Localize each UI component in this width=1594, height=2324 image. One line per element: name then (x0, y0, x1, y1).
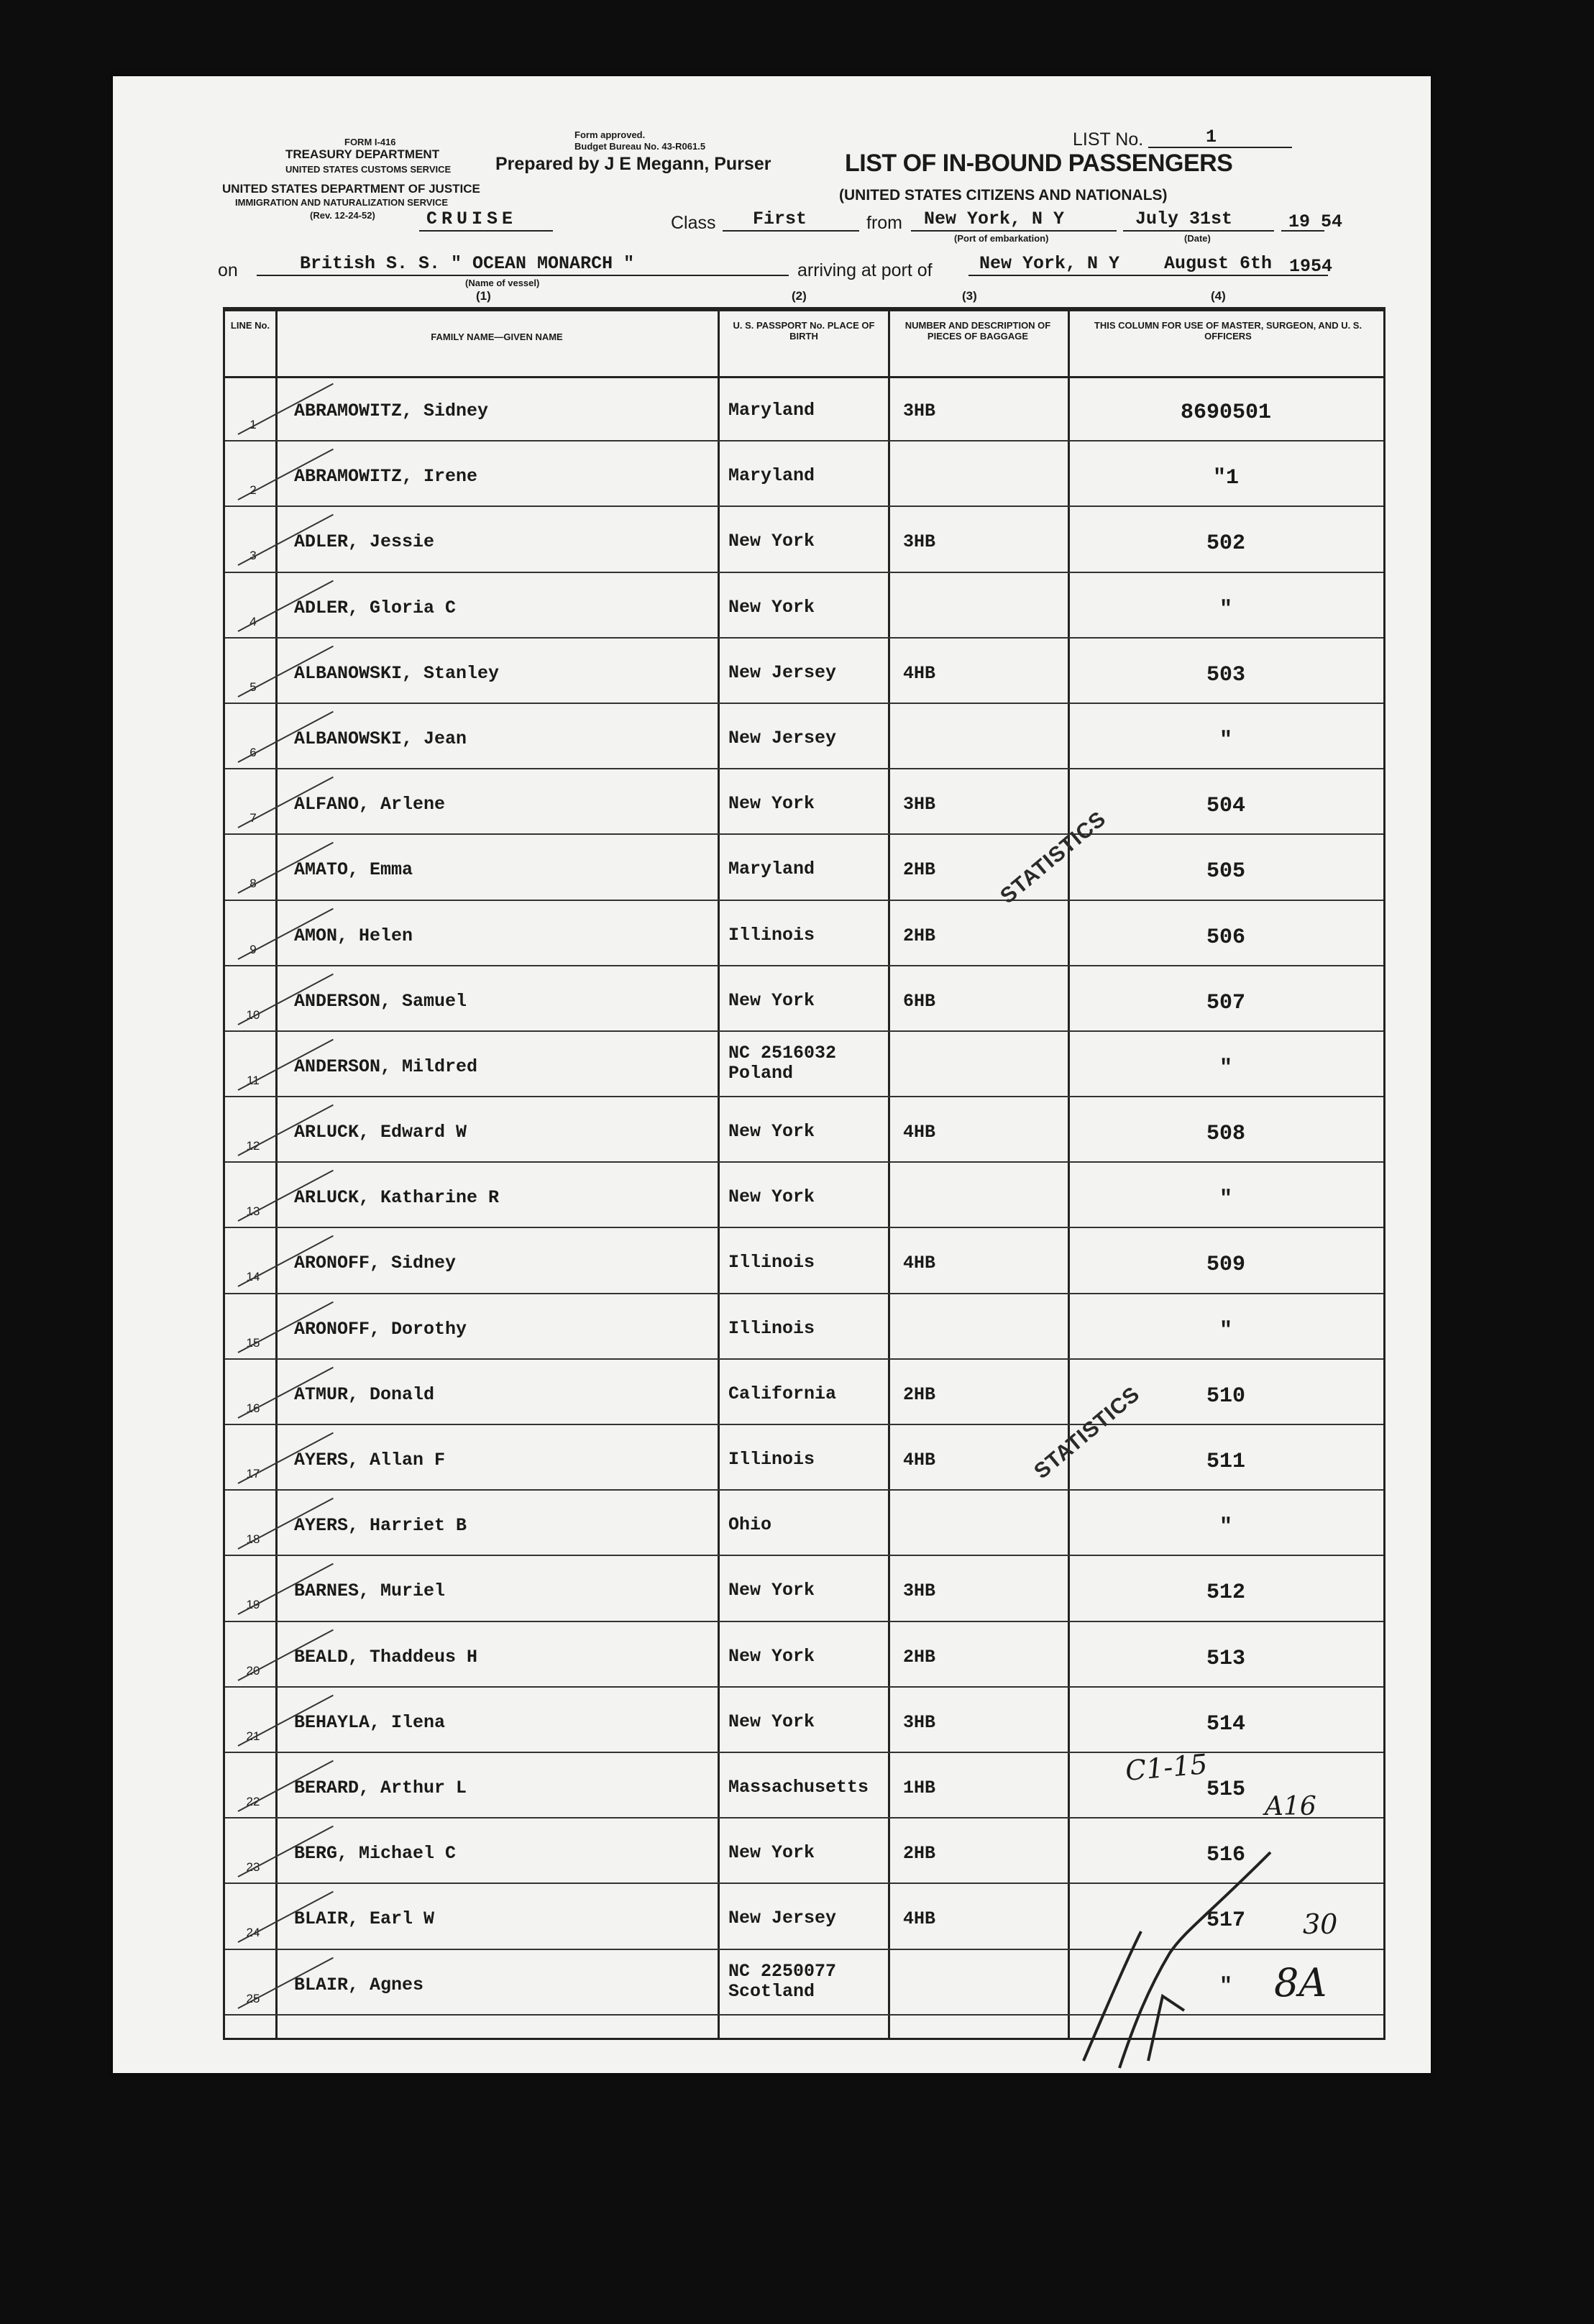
office-number: 504 (1206, 794, 1245, 819)
line-number: 15 (246, 1335, 260, 1350)
column-number-1: (1) (476, 289, 491, 303)
office-number: 510 (1206, 1383, 1245, 1409)
line-number: 14 (246, 1270, 260, 1284)
date-caption: (Date) (1184, 233, 1211, 244)
arrival-port: New York, N Y (979, 253, 1120, 274)
arrival-year: 1954 (1289, 256, 1333, 277)
class-label: Class (671, 213, 716, 233)
place-of-birth: Illinois (728, 1449, 815, 1470)
office-number: 507 (1206, 990, 1245, 1015)
baggage-count: 3HB (903, 1711, 936, 1733)
budget-bureau: Budget Bureau No. 43-R061.5 (574, 141, 706, 152)
vessel-name: British S. S. " OCEAN MONARCH " (300, 253, 635, 274)
office-number: 517 (1206, 1908, 1245, 1934)
table-row (225, 573, 1383, 639)
place-of-birth: New York (728, 1842, 815, 1864)
line-number: 9 (249, 942, 257, 956)
table-row (225, 1425, 1383, 1491)
office-number: 502 (1206, 531, 1245, 557)
baggage-count: 3HB (903, 1580, 936, 1602)
office-number: " (1219, 728, 1232, 753)
passenger-name: ADLER, Gloria C (294, 597, 457, 618)
arrival-date: August 6th (1164, 253, 1273, 274)
departure-date: July 31st (1135, 209, 1233, 229)
prepared-by: Prepared by J E Megann, Purser (495, 154, 771, 174)
baggage-count: 6HB (903, 990, 936, 1012)
line-number: 18 (246, 1532, 260, 1547)
place-of-birth: New York (728, 531, 815, 552)
table-row (225, 901, 1383, 966)
header-office: THIS COLUMN FOR USE OF MASTER, SURGEON, AND U. S. OFFICERS (1094, 320, 1362, 342)
handwritten-note: 30 (1303, 1908, 1338, 1940)
office-number: " (1219, 1056, 1232, 1081)
passenger-name: AYERS, Allan F (294, 1450, 446, 1470)
on-label: on (218, 260, 238, 280)
handwritten-note: C1-15 (1124, 1748, 1209, 1787)
passenger-name: ATMUR, Donald (294, 1383, 435, 1405)
baggage-count: 4HB (903, 1253, 936, 1274)
office-number: 515 (1206, 1777, 1245, 1802)
place-of-birth: New Jersey (728, 1908, 837, 1929)
table-row (225, 835, 1383, 900)
header-baggage: NUMBER AND DESCRIPTION OF PIECES OF BAGGAGE (904, 320, 1051, 342)
passenger-name: ARONOFF, Sidney (294, 1253, 457, 1274)
office-number: 503 (1206, 662, 1245, 687)
table-row (225, 1360, 1383, 1425)
place-of-birth-line2: Poland (728, 1062, 794, 1084)
office-number: 8690501 (1180, 401, 1272, 425)
place-of-birth: New Jersey (728, 727, 837, 749)
passenger-name: ARONOFF, Dorothy (294, 1318, 467, 1340)
passenger-name: AYERS, Harriet B (294, 1515, 467, 1537)
line-number: 16 (246, 1401, 260, 1415)
cruise-label: CRUISE (426, 209, 518, 229)
passenger-name: AMON, Helen (294, 925, 413, 946)
office-number: "1 (1212, 466, 1239, 491)
passenger-name: BERG, Michael C (294, 1843, 457, 1865)
arriving-label: arriving at port of (797, 260, 933, 280)
table-row (225, 507, 1383, 572)
table-body (225, 376, 1383, 2016)
line-number: 21 (246, 1729, 260, 1743)
place-of-birth: Maryland (728, 465, 815, 487)
passenger-name: ALFANO, Arlene (294, 794, 446, 815)
line-number: 17 (246, 1467, 260, 1481)
baggage-count: 3HB (903, 401, 936, 421)
line-number: 25 (246, 1991, 260, 2005)
table-row (225, 769, 1383, 835)
form-subtitle: (UNITED STATES CITIZENS AND NATIONALS) (839, 187, 1168, 203)
line-number: 5 (249, 680, 257, 694)
place-of-birth: NC 2250077 (728, 1960, 837, 1982)
table-row (225, 1163, 1383, 1228)
place-of-birth: Illinois (728, 1317, 815, 1339)
passenger-table (223, 307, 1385, 2040)
office-number: " (1219, 1187, 1232, 1212)
handwritten-note: A16 (1265, 1792, 1316, 1821)
passenger-name: ARLUCK, Katharine R (294, 1187, 500, 1209)
line-number: 8 (249, 877, 257, 891)
baggage-count: 2HB (903, 1843, 936, 1865)
handwritten-signature (1076, 1845, 1278, 2075)
header-line-no: LINE No. (230, 320, 270, 331)
place-of-birth: Maryland (728, 400, 815, 421)
line-number: 22 (246, 1794, 260, 1808)
line-number: 24 (246, 1926, 260, 1940)
column-number-2: (2) (792, 289, 807, 303)
place-of-birth: Illinois (728, 1252, 815, 1273)
passenger-name: BLAIR, Agnes (294, 1974, 424, 1995)
passenger-name: ARLUCK, Edward W (294, 1122, 467, 1143)
departure-year: 19 54 (1288, 211, 1343, 232)
office-number: 511 (1206, 1450, 1245, 1474)
place-of-birth: New Jersey (728, 662, 837, 683)
line-number: 10 (246, 1007, 260, 1022)
column-number-3: (3) (962, 289, 977, 303)
baggage-count: 2HB (903, 925, 936, 946)
line-number: 4 (249, 614, 257, 628)
table-row (225, 442, 1383, 507)
office-number: 506 (1206, 925, 1245, 950)
table-row (225, 704, 1383, 769)
baggage-count: 4HB (903, 1908, 936, 1930)
header-passport: U. S. PASSPORT No. PLACE OF BIRTH (733, 320, 875, 342)
passenger-name: ABRAMOWITZ, Irene (294, 466, 478, 488)
baggage-count: 2HB (903, 1646, 936, 1667)
line-number: 11 (247, 1073, 260, 1087)
office-number: 509 (1206, 1253, 1245, 1278)
baggage-count: 2HB (903, 1383, 936, 1405)
passenger-name: BEALD, Thaddeus H (294, 1646, 478, 1667)
baggage-count: 4HB (903, 662, 936, 684)
place-of-birth: Massachusetts (728, 1776, 869, 1798)
table-row (225, 966, 1383, 1032)
place-of-birth: California (728, 1383, 837, 1404)
table-row (225, 1491, 1383, 1556)
place-of-birth: New York (728, 989, 815, 1011)
line-number: 13 (246, 1204, 260, 1219)
passenger-name: ANDERSON, Mildred (294, 1056, 478, 1077)
statistics-stamp: STATISTICS (1030, 1381, 1145, 1484)
passenger-name: BARNES, Muriel (294, 1580, 446, 1602)
office-number: 512 (1206, 1580, 1245, 1606)
justice-dept: UNITED STATES DEPARTMENT OF JUSTICE (222, 182, 480, 196)
table-row (225, 1032, 1383, 1097)
line-number: 12 (246, 1139, 260, 1153)
class-value: First (753, 209, 807, 229)
passenger-name: AMATO, Emma (294, 859, 413, 881)
line-number: 19 (246, 1598, 260, 1612)
manifest-page (113, 76, 1431, 2073)
revision: (Rev. 12-24-52) (310, 210, 375, 221)
place-of-birth: Ohio (728, 1514, 772, 1536)
line-number: 1 (249, 418, 257, 431)
place-of-birth: Maryland (728, 859, 815, 880)
table-row (225, 1556, 1383, 1621)
line-number: 23 (246, 1860, 260, 1875)
place-of-birth: New York (728, 1580, 815, 1601)
line-number: 3 (249, 549, 257, 563)
place-of-birth: New York (728, 1121, 815, 1143)
place-of-birth: New York (728, 793, 815, 815)
vessel-caption: (Name of vessel) (465, 278, 540, 288)
office-number: 508 (1206, 1122, 1245, 1147)
baggage-count: 3HB (903, 531, 936, 553)
office-number: 516 (1206, 1843, 1245, 1868)
baggage-count: 2HB (903, 859, 936, 881)
ins-service: IMMIGRATION AND NATURALIZATION SERVICE (235, 197, 449, 208)
table-row (225, 1688, 1383, 1753)
passenger-name: ALBANOWSKI, Jean (294, 728, 467, 749)
passenger-name: ADLER, Jessie (294, 531, 435, 553)
customs-service: UNITED STATES CUSTOMS SERVICE (285, 164, 452, 175)
passenger-name: BLAIR, Earl W (294, 1908, 435, 1930)
office-number: " (1219, 1515, 1232, 1540)
list-number: 1 (1206, 127, 1217, 147)
line-number: 2 (249, 483, 257, 498)
place-of-birth: New York (728, 596, 815, 618)
table-row (225, 639, 1383, 704)
table-row (225, 1753, 1383, 1819)
passenger-name: ABRAMOWITZ, Sidney (294, 401, 489, 421)
passenger-name: BEHAYLA, Ilena (294, 1711, 446, 1733)
office-number: " (1219, 597, 1232, 622)
line-number: 20 (246, 1663, 260, 1678)
place-of-birth: New York (728, 1186, 815, 1208)
baggage-count: 4HB (903, 1122, 936, 1143)
statistics-stamp: STATISTICS (996, 806, 1111, 909)
place-of-birth: New York (728, 1711, 815, 1732)
baggage-count: 4HB (903, 1450, 936, 1470)
from-label: from (866, 213, 902, 233)
treasury-dept: TREASURY DEPARTMENT (285, 147, 440, 161)
port-caption: (Port of embarkation) (954, 233, 1049, 244)
line-number: 7 (249, 811, 257, 825)
list-label: LIST No. (1073, 129, 1144, 150)
passenger-name: ALBANOWSKI, Stanley (294, 662, 500, 684)
place-of-birth: New York (728, 1645, 815, 1667)
office-number: 513 (1206, 1646, 1245, 1671)
table-row (225, 1097, 1383, 1163)
form-approved: Form approved. (574, 129, 646, 140)
form-number: FORM I-416 (344, 137, 396, 147)
handwritten-note: 8A (1274, 1960, 1327, 2005)
column-number-4: (4) (1211, 289, 1226, 303)
table-row (225, 1294, 1383, 1360)
line-number: 6 (249, 745, 257, 759)
table-row (225, 1228, 1383, 1294)
baggage-count: 1HB (903, 1777, 936, 1798)
from-port: New York, N Y (924, 209, 1065, 229)
place-of-birth: Illinois (728, 924, 815, 946)
baggage-count: 3HB (903, 794, 936, 815)
passenger-name: ANDERSON, Samuel (294, 990, 467, 1012)
header-name: FAMILY NAME—GIVEN NAME (431, 331, 563, 342)
place-of-birth: NC 2516032 (728, 1042, 837, 1063)
office-number: 514 (1206, 1711, 1245, 1737)
table-row (225, 376, 1383, 442)
passenger-name: BERARD, Arthur L (294, 1777, 467, 1798)
table-header (225, 311, 1383, 378)
table-row (225, 1622, 1383, 1688)
office-number: 505 (1206, 859, 1245, 884)
form-title: LIST OF IN-BOUND PASSENGERS (845, 150, 1233, 177)
place-of-birth-line2: Scotland (728, 1980, 815, 2002)
office-number: " (1219, 1974, 1232, 1999)
office-number: " (1219, 1318, 1232, 1343)
